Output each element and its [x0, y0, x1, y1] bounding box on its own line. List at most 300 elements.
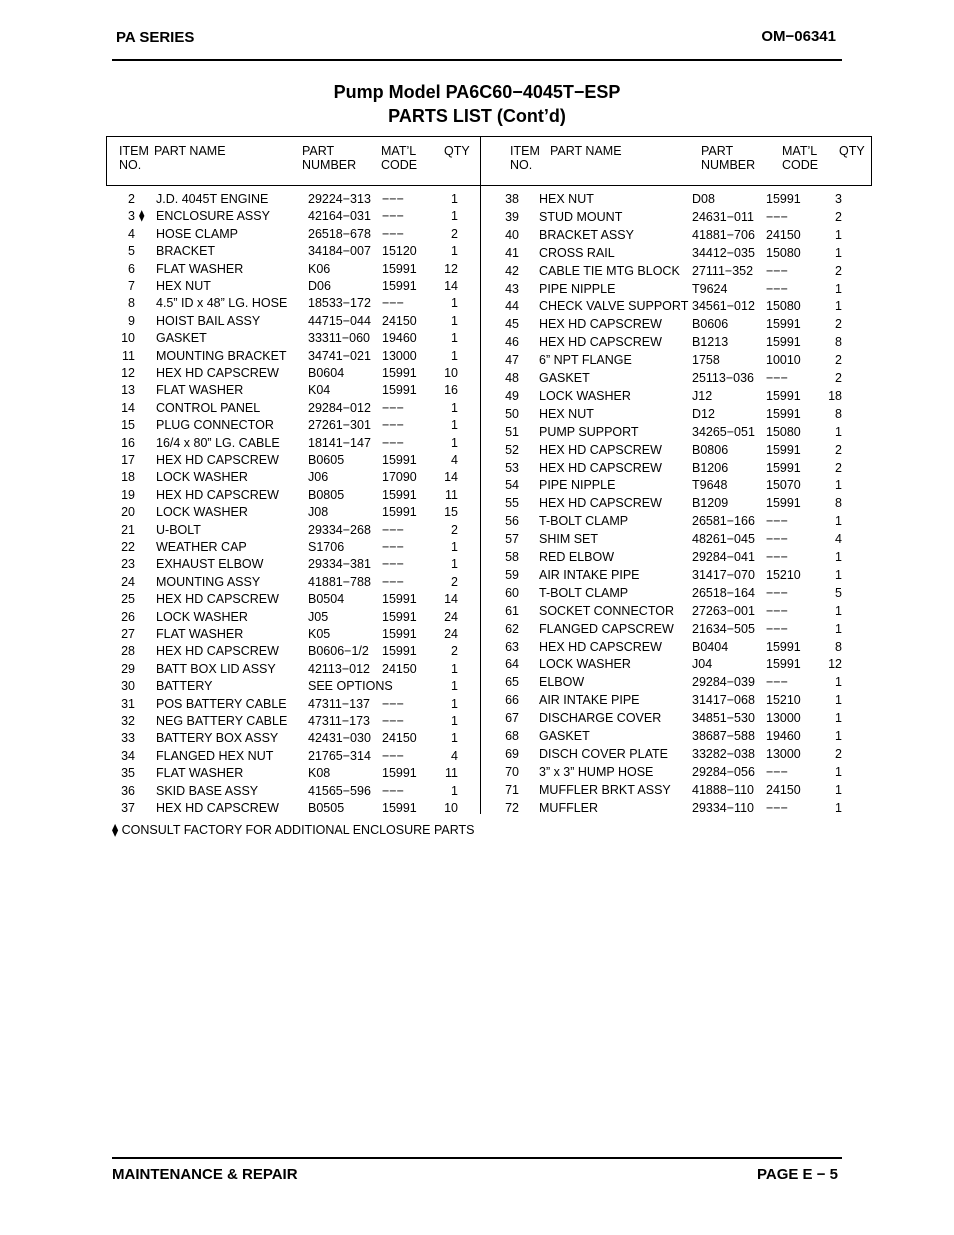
part-number: J12 — [692, 388, 713, 403]
material-code: 15080 — [766, 299, 801, 314]
part-number: B0805 — [308, 487, 345, 502]
item-number: 44 — [505, 299, 519, 314]
part-name: BATTERY — [156, 679, 213, 694]
material-code: −−− — [382, 714, 404, 728]
part-number: 31417−068 — [692, 693, 755, 708]
part-name: AIR INTAKE PIPE — [539, 567, 640, 582]
item-number: 30 — [121, 679, 135, 694]
material-code: −−− — [382, 557, 404, 572]
part-name: NEG BATTERY CABLE — [156, 714, 288, 728]
quantity: 10 — [444, 366, 458, 380]
parts-row — [0, 297, 954, 315]
quantity: 1 — [835, 782, 842, 797]
material-code: −−− — [766, 800, 788, 815]
page-title: Pump Model PA6C60−4045T−ESP — [333, 82, 621, 102]
parts-row — [0, 333, 954, 351]
quantity: 4 — [451, 748, 458, 763]
part-number: 41888−110 — [692, 782, 754, 797]
item-number: 18 — [121, 470, 135, 485]
part-number: 29334−268 — [308, 522, 371, 537]
quantity: 1 — [451, 435, 458, 450]
item-number: 69 — [505, 746, 519, 761]
quantity: 1 — [451, 731, 458, 746]
part-number: 33282−038 — [692, 746, 755, 761]
part-name: T-BOLT CLAMP — [539, 585, 629, 600]
part-name: WEATHER CAP — [156, 540, 247, 554]
item-number: 41 — [505, 245, 519, 260]
material-code: 15991 — [382, 766, 417, 781]
quantity: 1 — [451, 209, 458, 224]
item-number: 39 — [505, 209, 519, 224]
quantity: 1 — [451, 714, 458, 728]
material-code: 15991 — [382, 279, 417, 293]
item-number: 24 — [121, 574, 135, 589]
material-code: 15991 — [382, 261, 417, 276]
quantity: 14 — [444, 592, 458, 607]
part-number: 42113−012 — [308, 661, 370, 676]
quantity: 1 — [835, 424, 842, 439]
material-code: 13000 — [766, 711, 801, 726]
part-number: SEE OPTIONS — [308, 679, 393, 694]
material-code: 10010 — [766, 353, 801, 368]
part-name: FLAT WASHER — [156, 383, 244, 398]
footer-section: MAINTENANCE & REPAIR — [112, 1166, 298, 1183]
material-code: 15991 — [382, 644, 417, 659]
part-number: 29284−039 — [692, 675, 755, 690]
quantity: 2 — [835, 263, 842, 278]
item-number: 60 — [505, 585, 519, 600]
quantity: 2 — [835, 460, 842, 475]
part-number: T9648 — [692, 478, 728, 493]
material-code: 15991 — [382, 609, 417, 624]
part-number: 47311−137 — [308, 696, 370, 711]
item-number: 4 — [128, 226, 135, 241]
part-name: HEX HD CAPSCREW — [156, 592, 279, 607]
parts-row — [0, 530, 954, 548]
part-name: HEX NUT — [539, 192, 594, 206]
enclosure-diamond-icon: ⧫ — [139, 210, 145, 223]
part-number: B0505 — [308, 801, 345, 815]
material-code: −−− — [382, 226, 404, 241]
part-name: BATT BOX LID ASSY — [156, 661, 276, 676]
item-number: 13 — [121, 383, 135, 398]
item-number: 29 — [121, 661, 135, 676]
part-name: HOIST BAIL ASSY — [156, 313, 261, 328]
material-code: −−− — [382, 400, 404, 415]
part-number: 29334−110 — [692, 800, 754, 815]
quantity: 5 — [835, 585, 842, 600]
footnote: ⧫ CONSULT FACTORY FOR ADDITIONAL ENCLOSURE PARTS — [112, 823, 475, 837]
quantity: 14 — [444, 470, 458, 485]
parts-row — [0, 691, 954, 709]
item-number: 3 — [128, 209, 135, 224]
quantity: 1 — [451, 296, 458, 311]
quantity: 1 — [451, 557, 458, 572]
item-number: 31 — [121, 696, 135, 711]
part-number: 34412−035 — [692, 245, 755, 260]
part-name: HEX HD CAPSCREW — [156, 453, 279, 467]
material-code: 15991 — [766, 657, 801, 672]
part-number: J04 — [692, 657, 713, 672]
item-number: 35 — [121, 766, 135, 781]
parts-row — [0, 262, 954, 280]
item-number: 19 — [121, 487, 135, 502]
part-name: LOCK WASHER — [156, 470, 248, 485]
left-header-part-name: PART NAME — [154, 144, 226, 158]
item-number: 16 — [121, 435, 135, 450]
material-code: 15991 — [382, 487, 417, 502]
part-name: BATTERY BOX ASSY — [156, 731, 279, 746]
material-code: 15991 — [766, 335, 801, 350]
material-code: −−− — [766, 621, 788, 636]
part-name: HEX HD CAPSCREW — [156, 644, 279, 659]
parts-row — [0, 727, 954, 745]
material-code: 15991 — [766, 317, 801, 332]
part-number: B1206 — [692, 460, 729, 475]
quantity: 1 — [451, 244, 458, 259]
part-name: ELBOW — [539, 675, 585, 690]
item-number: 33 — [121, 731, 135, 746]
part-name: STUD MOUNT — [539, 209, 623, 224]
material-code: 15991 — [382, 801, 417, 815]
material-code: −−− — [766, 550, 788, 564]
part-name: LOCK WASHER — [539, 657, 631, 672]
part-name: T-BOLT CLAMP — [539, 514, 629, 529]
parts-row — [0, 369, 954, 387]
item-number: 22 — [121, 540, 135, 554]
quantity: 1 — [835, 675, 842, 690]
left-header-qty: QTY — [444, 144, 470, 158]
item-number: 72 — [505, 800, 519, 815]
material-code: −−− — [382, 783, 404, 798]
material-code: 15991 — [766, 442, 801, 457]
part-number: 29284−056 — [692, 764, 755, 779]
part-number: 38687−588 — [692, 729, 755, 743]
quantity: 2 — [835, 442, 842, 457]
part-number: D06 — [308, 279, 331, 293]
part-name: SOCKET CONNECTOR — [539, 603, 674, 618]
part-name: PIPE NIPPLE — [539, 281, 616, 296]
part-name: MOUNTING ASSY — [156, 574, 261, 589]
part-name: AIR INTAKE PIPE — [539, 693, 640, 708]
part-number: T9624 — [692, 281, 728, 296]
item-number: 6 — [128, 261, 135, 276]
part-name: HEX HD CAPSCREW — [539, 639, 662, 654]
item-number: 20 — [121, 505, 135, 520]
page-subtitle: PARTS LIST (Cont’d) — [388, 106, 566, 126]
series-label: PA SERIES — [116, 29, 195, 46]
quantity: 1 — [451, 783, 458, 798]
quantity: 16 — [444, 383, 458, 398]
quantity: 4 — [451, 453, 458, 467]
part-number: 18141−147 — [308, 435, 371, 450]
material-code: −−− — [382, 522, 404, 537]
material-code: −−− — [382, 540, 404, 554]
parts-row — [0, 441, 954, 459]
part-number: 21634−505 — [692, 621, 755, 636]
part-name: HEX HD CAPSCREW — [539, 460, 662, 475]
material-code: 15991 — [766, 406, 801, 421]
parts-row — [0, 459, 954, 477]
part-number: 29334−381 — [308, 557, 371, 572]
part-number: 42431−030 — [308, 731, 371, 746]
material-code: 15991 — [766, 639, 801, 654]
quantity: 2 — [451, 574, 458, 589]
part-name: CONTROL PANEL — [156, 400, 261, 415]
material-code: 15070 — [766, 478, 801, 493]
parts-row — [0, 566, 954, 584]
item-number: 50 — [505, 406, 519, 421]
part-name: HEX HD CAPSCREW — [539, 442, 662, 457]
quantity: 8 — [835, 406, 842, 421]
material-code: 13000 — [766, 746, 801, 761]
part-number: 29284−041 — [692, 550, 755, 564]
material-code: 15991 — [382, 366, 417, 380]
quantity: 2 — [451, 226, 458, 241]
material-code: −−− — [766, 585, 788, 600]
part-number: B0605 — [308, 453, 345, 467]
item-number: 47 — [505, 353, 519, 368]
footer-page-number: PAGE E − 5 — [756, 1166, 838, 1183]
part-name: HEX NUT — [156, 279, 211, 293]
item-number: 15 — [121, 418, 135, 433]
quantity: 1 — [835, 603, 842, 618]
parts-row — [0, 638, 954, 656]
item-number: 48 — [505, 371, 519, 385]
part-name: LOCK WASHER — [539, 388, 631, 403]
part-number: 34561−012 — [692, 299, 755, 314]
part-name: PIPE NIPPLE — [539, 478, 616, 493]
item-number: 66 — [505, 693, 519, 708]
quantity: 2 — [835, 353, 842, 368]
quantity: 1 — [451, 400, 458, 415]
parts-row — [0, 709, 954, 727]
left-header-item: ITEM NO. — [119, 144, 149, 172]
right-header-item: ITEM NO. — [510, 144, 540, 172]
material-code: −−− — [766, 263, 788, 278]
quantity: 1 — [451, 313, 458, 328]
parts-row — [0, 280, 954, 298]
parts-row — [0, 763, 954, 781]
part-name: HEX NUT — [539, 406, 594, 421]
part-number: B1213 — [692, 335, 729, 350]
part-name: RED ELBOW — [539, 550, 615, 564]
item-number: 12 — [121, 366, 135, 380]
quantity: 2 — [835, 209, 842, 224]
part-name: GASKET — [539, 729, 590, 743]
part-number: B0504 — [308, 592, 345, 607]
part-name: ENCLOSURE ASSY — [156, 209, 270, 224]
item-number: 25 — [121, 592, 135, 607]
parts-row — [0, 226, 954, 244]
part-number: B0806 — [692, 442, 729, 457]
quantity: 1 — [451, 661, 458, 676]
part-number: 41881−706 — [692, 227, 755, 242]
part-name: FLANGED HEX NUT — [156, 748, 274, 763]
item-number: 5 — [128, 244, 135, 259]
part-name: BRACKET — [156, 244, 216, 259]
material-code: 15120 — [382, 244, 417, 259]
material-code: 15991 — [382, 453, 417, 467]
item-number: 8 — [128, 296, 135, 311]
bottom-rule — [112, 1157, 842, 1159]
part-number: K08 — [308, 766, 331, 781]
part-number: 48261−045 — [692, 532, 755, 547]
material-code: −−− — [382, 418, 404, 433]
material-code: −−− — [382, 296, 404, 311]
part-number: B0604 — [308, 366, 345, 380]
material-code: 15210 — [766, 567, 801, 582]
part-name: LOCK WASHER — [156, 505, 248, 520]
part-name: HEX HD CAPSCREW — [539, 496, 662, 511]
part-name: SHIM SET — [539, 532, 599, 547]
quantity: 8 — [835, 496, 842, 511]
part-number: D12 — [692, 406, 715, 421]
quantity: 1 — [451, 192, 458, 206]
quantity: 10 — [444, 801, 458, 815]
item-number: 67 — [505, 711, 519, 726]
part-number: 21765−314 — [308, 748, 371, 763]
material-code: 15210 — [766, 693, 801, 708]
material-code: −−− — [382, 192, 404, 206]
part-number: 33311−060 — [308, 331, 370, 346]
quantity: 8 — [835, 335, 842, 350]
material-code: 24150 — [766, 782, 801, 797]
part-number: K06 — [308, 261, 331, 276]
right-header-part-name: PART NAME — [550, 144, 622, 158]
part-name: DISCH COVER PLATE — [539, 746, 668, 761]
material-code: 15080 — [766, 424, 801, 439]
part-number: 27261−301 — [308, 418, 371, 433]
part-name: 6” NPT FLANGE — [539, 353, 632, 368]
item-number: 2 — [128, 192, 135, 206]
quantity: 2 — [835, 317, 842, 332]
part-number: B0606−1/2 — [308, 644, 369, 659]
part-number: 26518−164 — [692, 585, 755, 600]
material-code: 17090 — [382, 470, 417, 485]
item-number: 34 — [121, 748, 135, 763]
item-number: 54 — [505, 478, 519, 493]
material-code: −−− — [766, 675, 788, 690]
material-code: 24150 — [766, 227, 801, 242]
parts-row — [0, 512, 954, 530]
item-number: 63 — [505, 639, 519, 654]
part-number: J05 — [308, 609, 329, 624]
part-name: 16/4 x 80” LG. CABLE — [156, 435, 280, 450]
material-code: 13000 — [382, 348, 417, 363]
material-code: 19460 — [382, 331, 417, 346]
material-code: 15991 — [766, 496, 801, 511]
part-number: 29224−313 — [308, 192, 371, 206]
part-name: BRACKET ASSY — [539, 227, 634, 242]
part-number: J08 — [308, 505, 329, 520]
part-number: 1758 — [692, 353, 720, 368]
quantity: 1 — [835, 693, 842, 708]
part-number: 41881−788 — [308, 574, 371, 589]
item-number: 40 — [505, 227, 519, 242]
part-number: 25113−036 — [692, 371, 754, 385]
material-code: 15991 — [382, 627, 417, 641]
material-code: −−− — [382, 209, 404, 224]
material-code: 24150 — [382, 731, 417, 746]
quantity: 12 — [828, 657, 842, 672]
quantity: 2 — [451, 644, 458, 659]
parts-row — [0, 190, 954, 208]
item-number: 36 — [121, 783, 135, 798]
part-name: HEX HD CAPSCREW — [539, 317, 662, 332]
item-number: 59 — [505, 567, 519, 582]
part-number: 31417−070 — [692, 567, 755, 582]
parts-row — [0, 423, 954, 441]
material-code: 15991 — [382, 505, 417, 520]
quantity: 1 — [835, 621, 842, 636]
quantity: 1 — [835, 567, 842, 582]
material-code: 24150 — [382, 313, 417, 328]
item-number: 38 — [505, 192, 519, 206]
item-number: 17 — [121, 453, 135, 467]
part-name: MUFFLER — [539, 800, 599, 815]
part-number: K04 — [308, 383, 331, 398]
part-number: 34741−021 — [308, 348, 371, 363]
document-number: OM−06341 — [761, 28, 836, 45]
part-number: S1706 — [308, 540, 345, 554]
quantity: 14 — [444, 279, 458, 293]
quantity: 2 — [835, 746, 842, 761]
item-number: 7 — [128, 279, 135, 293]
quantity: 1 — [835, 711, 842, 726]
material-code: 15991 — [382, 383, 417, 398]
part-number: 24631−011 — [692, 209, 754, 224]
quantity: 1 — [835, 478, 842, 493]
part-name: EXHAUST ELBOW — [156, 557, 264, 572]
quantity: 1 — [451, 331, 458, 346]
quantity: 11 — [445, 766, 458, 781]
part-name: HEX HD CAPSCREW — [156, 801, 279, 815]
parts-row — [0, 745, 954, 763]
quantity: 1 — [835, 245, 842, 260]
parts-row — [0, 476, 954, 494]
quantity: 1 — [451, 679, 458, 694]
left-header-matl: MAT’L CODE — [381, 144, 418, 172]
material-code: 15991 — [766, 388, 801, 403]
part-name: LOCK WASHER — [156, 609, 248, 624]
parts-row — [0, 315, 954, 333]
part-name: DISCHARGE COVER — [539, 711, 662, 726]
parts-row — [0, 244, 954, 262]
quantity: 24 — [444, 609, 458, 624]
quantity: 1 — [835, 800, 842, 815]
item-number: 53 — [505, 460, 519, 475]
material-code: 15991 — [766, 460, 801, 475]
item-number: 23 — [121, 557, 135, 572]
part-name: U-BOLT — [156, 522, 201, 537]
part-name: CHECK VALVE SUPPORT — [539, 299, 689, 314]
quantity: 1 — [835, 299, 842, 314]
item-number: 28 — [121, 644, 135, 659]
parts-row — [0, 494, 954, 512]
quantity: 1 — [451, 540, 458, 554]
item-number: 68 — [505, 729, 519, 743]
quantity: 1 — [451, 418, 458, 433]
item-number: 45 — [505, 317, 519, 332]
item-number: 32 — [121, 714, 135, 728]
material-code: −−− — [382, 748, 404, 763]
right-header-part-number: PART NUMBER — [701, 144, 756, 172]
item-number: 56 — [505, 514, 519, 529]
quantity: 2 — [835, 371, 842, 385]
quantity: 12 — [444, 261, 458, 276]
item-number: 26 — [121, 609, 135, 624]
